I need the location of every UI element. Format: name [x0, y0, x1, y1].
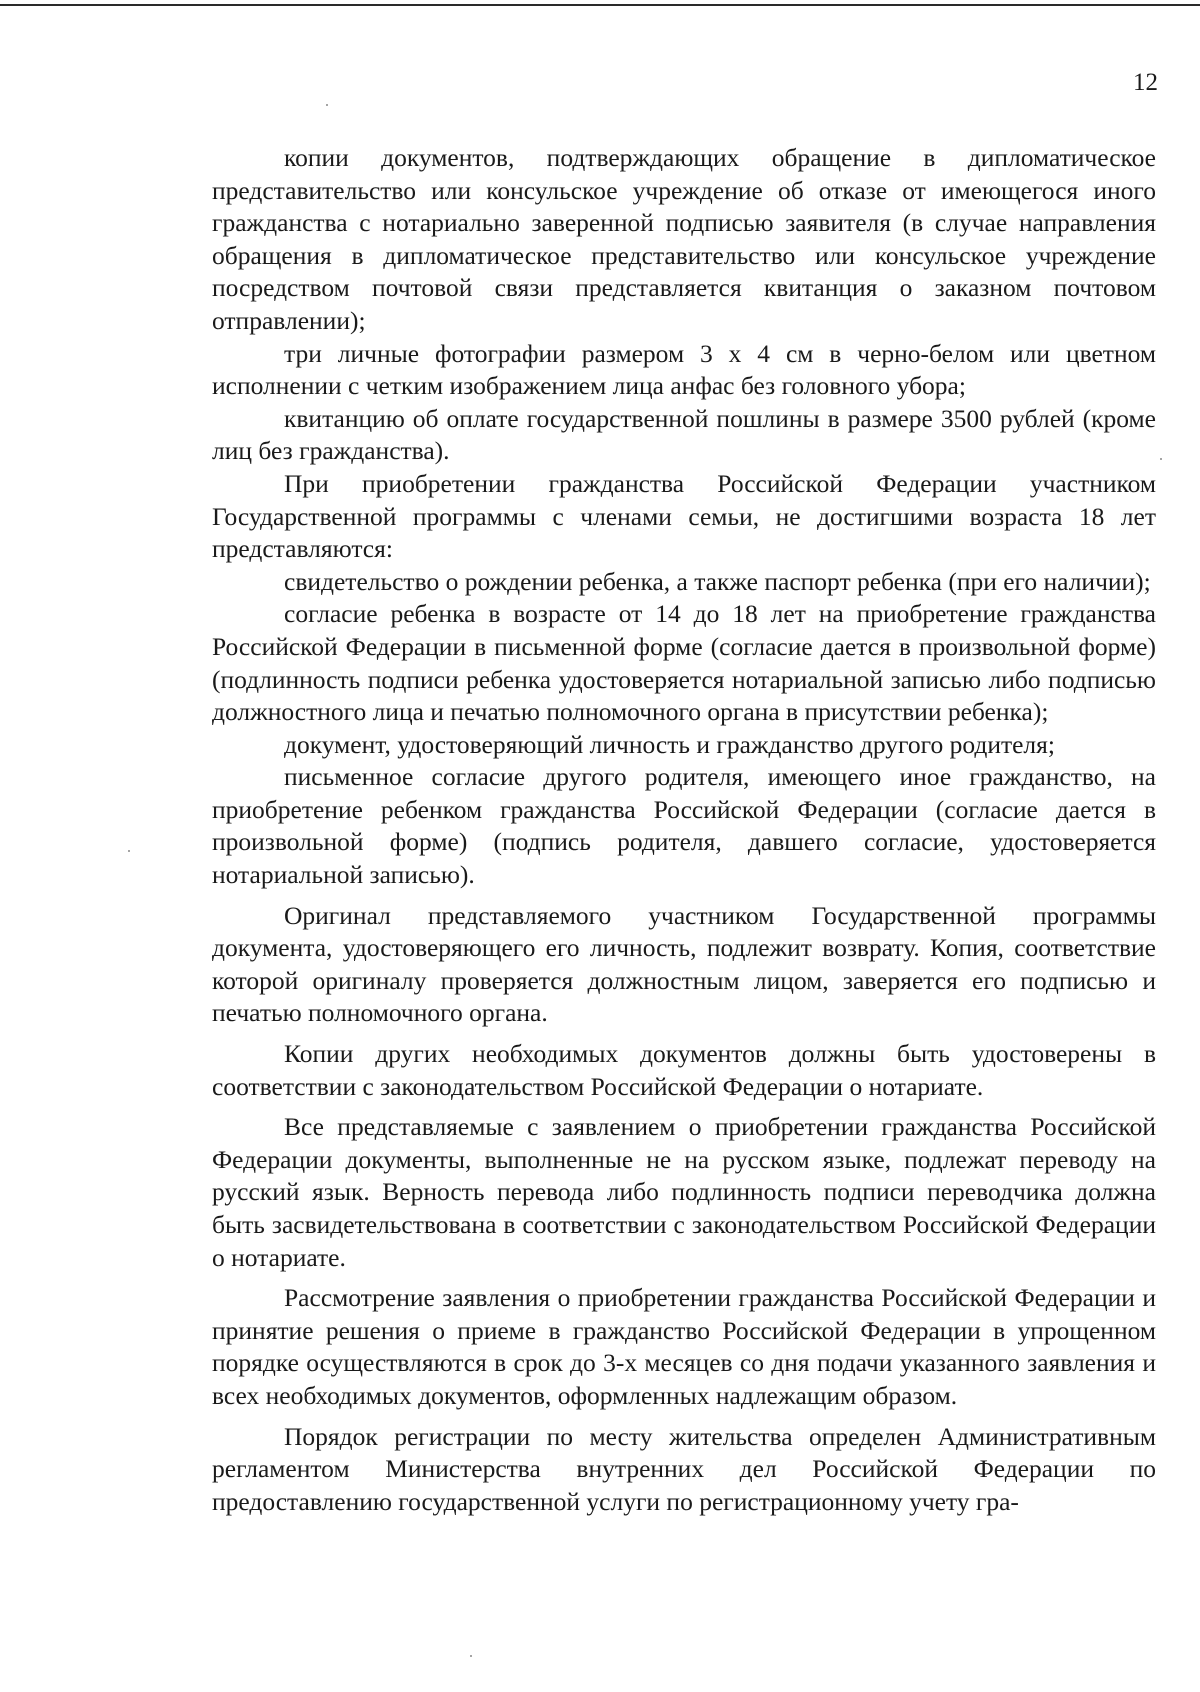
paragraph: документ, удостоверяющий личность и гражданство другого родителя;: [284, 729, 1055, 759]
paragraph: согласие ребенка в возрасте от 14 до 18 лет на приобретение гражданства Российской Федерации в письменной форме (согласие дается в произвольной форме) (подлинность подписи ребенка удостоверяется нотариальной записью либо подписью должностного лица и печатью полномочного органа в присутствии ребенка);: [212, 599, 1156, 727]
paragraph: письменное согласие другого родителя, имеющего иное гражданство, на приобретение ребенком гражданства Российской Федерации (согласие дается в произвольной форме) (подпись родителя, давшего согласие, удостоверяется нотариальной записью).: [212, 762, 1156, 890]
paragraph: Копии других необходимых документов должны быть удостоверены в соответствии с законодательством Российской Федерации о нотариате.: [212, 1039, 1156, 1101]
paragraph: Порядок регистрации по месту жительства определен Административным регламентом Министерства внутренних дел Российской Федерации по предоставлению государственной услуги по регистрационному учету гра-: [212, 1421, 1156, 1516]
scan-speck: [326, 104, 328, 106]
paragraph: квитанцию об оплате государственной пошлины в размере 3500 рублей (кроме лиц без гражданства).: [212, 403, 1156, 466]
paragraph: три личные фотографии размером 3 х 4 см в черно-белом или цветном исполнении с четким изображением лица анфас без головного убора;: [212, 338, 1156, 401]
paragraph: При приобретении гражданства Российской Федерации участником Государственной программы с членами семьи, не достигшими возраста 18 лет представляются:: [212, 468, 1156, 564]
page-top-border: [0, 4, 1200, 6]
scan-speck: [128, 850, 130, 852]
document-body: [212, 142, 1156, 1518]
paragraph: Оригинал представляемого участником Государственной программы документа, удостоверяющего его личность, подлежит возврату. Копия, соответствие которой оригиналу проверяется должностным лицом, заверяется его подписью и печатью полномочного органа.: [212, 900, 1156, 1028]
paragraph: свидетельство о рождении ребенка, а также паспорт ребенка (при его наличии);: [284, 566, 1151, 596]
paragraph: Рассмотрение заявления о приобретении гражданства Российской Федерации и принятие решения о приеме в гражданство Российской Федерации в упрощенном порядке осуществляются в срок до 3-х месяцев со дня подачи указанного заявления и всех необходимых документов, оформленных надлежащим образом.: [212, 1283, 1156, 1410]
paragraph: копии документов, подтверждающих обращение в дипломатическое представительство или консульское учреждение об отказе от имеющегося иного гражданства с нотариально заверенной подписью заявителя (в случае направления обращения в дипломатическое представительство или консульское учреждение посредством почтовой связи представляется квитанция о заказном почтовом отправлении);: [212, 143, 1156, 335]
page-number: 12: [1133, 69, 1158, 96]
scan-speck: [470, 1655, 472, 1657]
scan-speck: [1160, 458, 1162, 460]
paragraph: Все представляемые с заявлением о приобретении гражданства Российской Федерации документы, выполненные не на русском языке, подлежат переводу на русский язык. Верность перевода либо подлинность подписи переводчика должна быть засвидетельствована в соответствии с законодательством Российской Федерации о нотариате.: [212, 1112, 1156, 1272]
